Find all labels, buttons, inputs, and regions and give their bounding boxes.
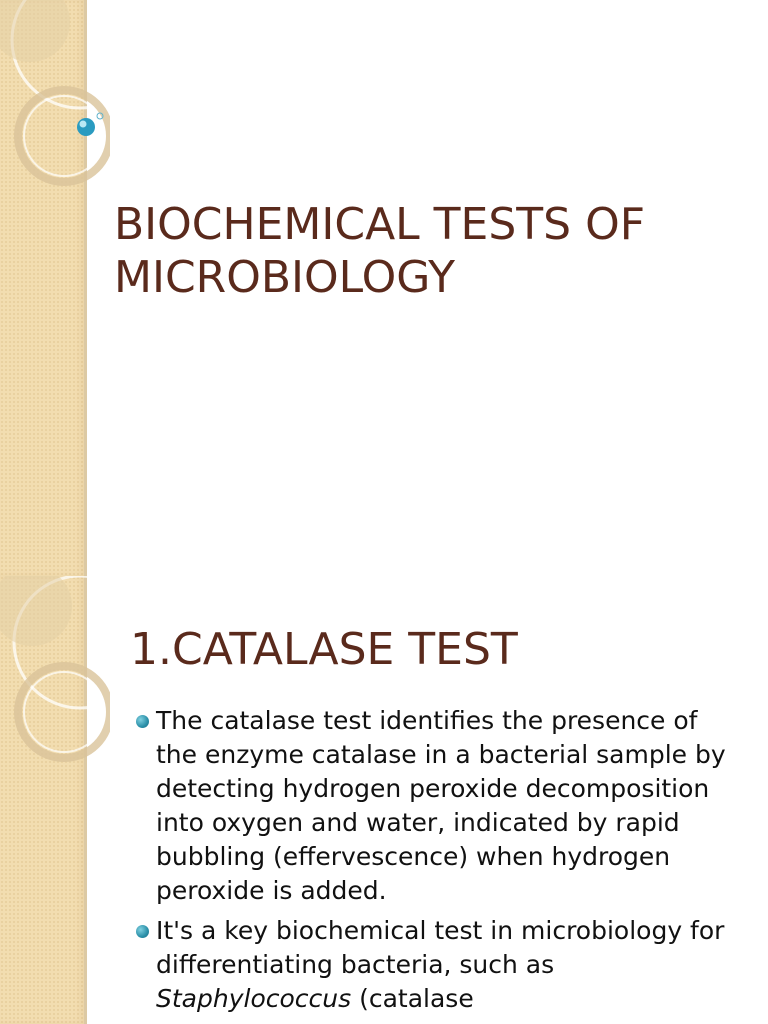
bullet-text-italic: Staphylococcus <box>156 984 352 1013</box>
catalase-slide <box>0 576 768 1024</box>
bullet-text-start: It's a key biochemical test in microbiology for differentiating bacteria, such as <box>156 916 725 979</box>
bullet-list <box>134 704 744 1022</box>
list-item <box>134 914 744 1016</box>
list-item <box>134 704 744 908</box>
bullet-text-end: (catalase <box>351 984 474 1013</box>
slide-title <box>114 198 734 304</box>
slide-heading: 1.CATALASE TEST <box>130 624 518 675</box>
decorative-circles-icon <box>0 0 110 200</box>
bullet-icon <box>136 925 149 938</box>
title-line-1: BIOCHEMICAL TESTS OF <box>114 199 646 250</box>
title-line-2: MICROBIOLOGY <box>114 252 456 303</box>
bullet-icon <box>136 715 149 728</box>
bullet-text: The catalase test identifies the presence of the enzyme catalase in a bacterial sample by detecting hydrogen peroxide decomposition into oxygen and water, indicated by rapid bubbling (effervescence) when hydrogen peroxide is added. <box>156 706 726 905</box>
decorative-circles-icon <box>0 576 110 776</box>
